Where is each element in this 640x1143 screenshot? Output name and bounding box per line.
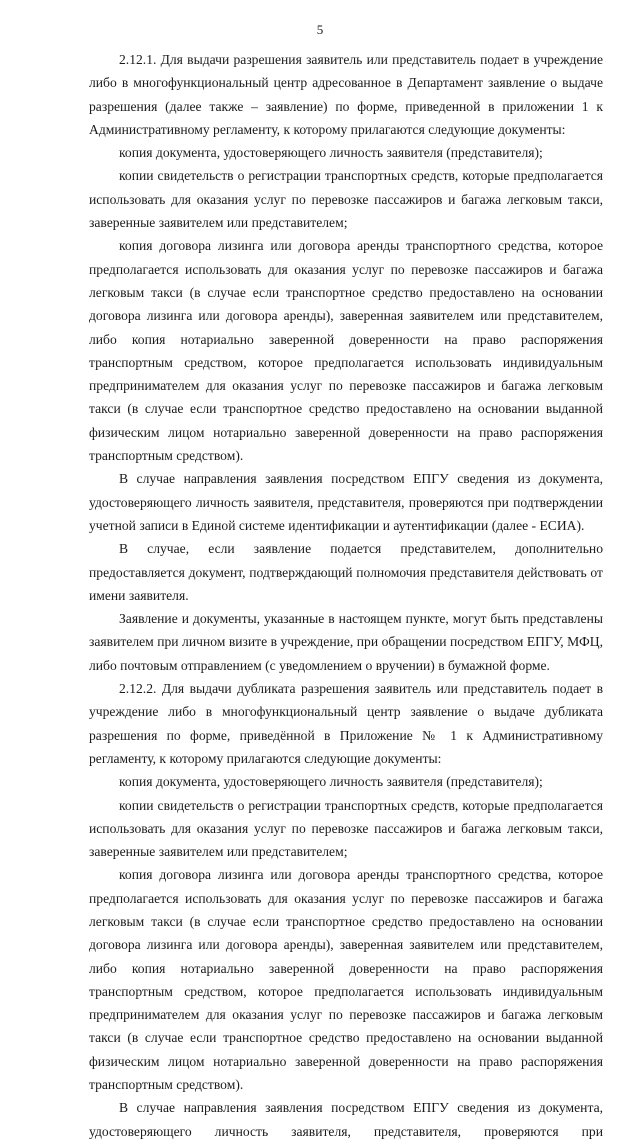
paragraph-identity-copy: копия документа, удостоверяющего личность заявителя (представителя); (119, 145, 543, 161)
paragraph-2-12-1: 2.12.1. Для выдачи разрешения заявитель или представитель подает в учреждение либо в многофункциональный центр адресованное в Департамент заявление о выдаче разрешения (далее также – заявление) по форме, приведенной в приложении 1 к Административному регламенту, к которому прилагаются следующие документы: (89, 52, 603, 137)
paragraph-lease-contract: копия договора лизинга или договора аренды транспортного средства, которое предполагается использовать для оказания услуг по перевозке пассажиров и багажа легковым такси (в случае если транспортное средство предоставлено на основании договора лизинга или договора аренды), заверенная заявителем или представителем, либо копия нотариально заверенной доверенности на право распоряжения транспортным средством, которое предполагается использовать индивидуальным предпринимателем для оказания услуг по перевозке пассажиров и багажа легковым такси (в случае если транспортное средство предоставлено на основании выданной физическим лицом нотариально заверенной доверенности на право распоряжения транспортным средством). (89, 238, 603, 464)
paragraph-vehicle-registration-2: копии свидетельств о регистрации транспортных средств, которые предполагается использовать для оказания услуг по перевозке пассажиров и багажа легковым такси, заверенные заявителем или представителем; (89, 797, 603, 860)
page-number: 5 (316, 22, 324, 37)
paragraph-2-12-2: 2.12.2. Для выдачи дубликата разрешения заявитель или представитель подает в учреждение либо в многофункциональный центр заявление о выдаче дубликата разрешения по форме, приведённой в Приложение № 1 к Административному регламенту, к которому прилагаются следующие документы: (89, 681, 603, 766)
paragraph-epgu-verification: В случае направления заявления посредством ЕПГУ сведения из документа, удостоверяющего личность заявителя, представителя, проверяются при подтверждении учетной записи в Единой системе идентификации и аутентификации (далее - ЕСИА). (89, 471, 603, 533)
document-body (89, 48, 603, 1143)
paragraph-submission-methods: Заявление и документы, указанные в настоящем пункте, могут быть представлены заявителем при личном визите в учреждение, при обращении посредством ЕПГУ, МФЦ, либо почтовым отправлением (с уведомлением о вручении) в бумажной форме. (89, 611, 603, 673)
paragraph-vehicle-registration: копии свидетельств о регистрации транспортных средств, которые предполагается использовать для оказания услуг по перевозке пассажиров и багажа легковым такси, заверенные заявителем или представителем; (89, 168, 603, 231)
paragraph-epgu-verification-2: В случае направления заявления посредством ЕПГУ сведения из документа, удостоверяющего личность заявителя, представителя, проверяются при (89, 1100, 603, 1139)
paragraph-lease-contract-2: копия договора лизинга или договора аренды транспортного средства, которое предполагается использовать для оказания услуг по перевозке пассажиров и багажа легковым такси (в случае если транспортное средство предоставлено на основании договора лизинга или договора аренды), заверенная заявителем или представителем, либо копия нотариально заверенной доверенности на право распоряжения транспортным средством, которое предполагается использовать индивидуальным предпринимателем для оказания услуг по перевозке пассажиров и багажа легковым такси (в случае если транспортное средство предоставлено на основании выданной физическим лицом нотариально заверенной доверенности на право распоряжения транспортным средством). (89, 867, 603, 1093)
paragraph-representative: В случае, если заявление подается представителем, дополнительно предоставляется документ, подтверждающий полномочия представителя действовать от имени заявителя. (89, 541, 603, 603)
paragraph-identity-copy-2: копия документа, удостоверяющего личность заявителя (представителя); (119, 774, 543, 790)
